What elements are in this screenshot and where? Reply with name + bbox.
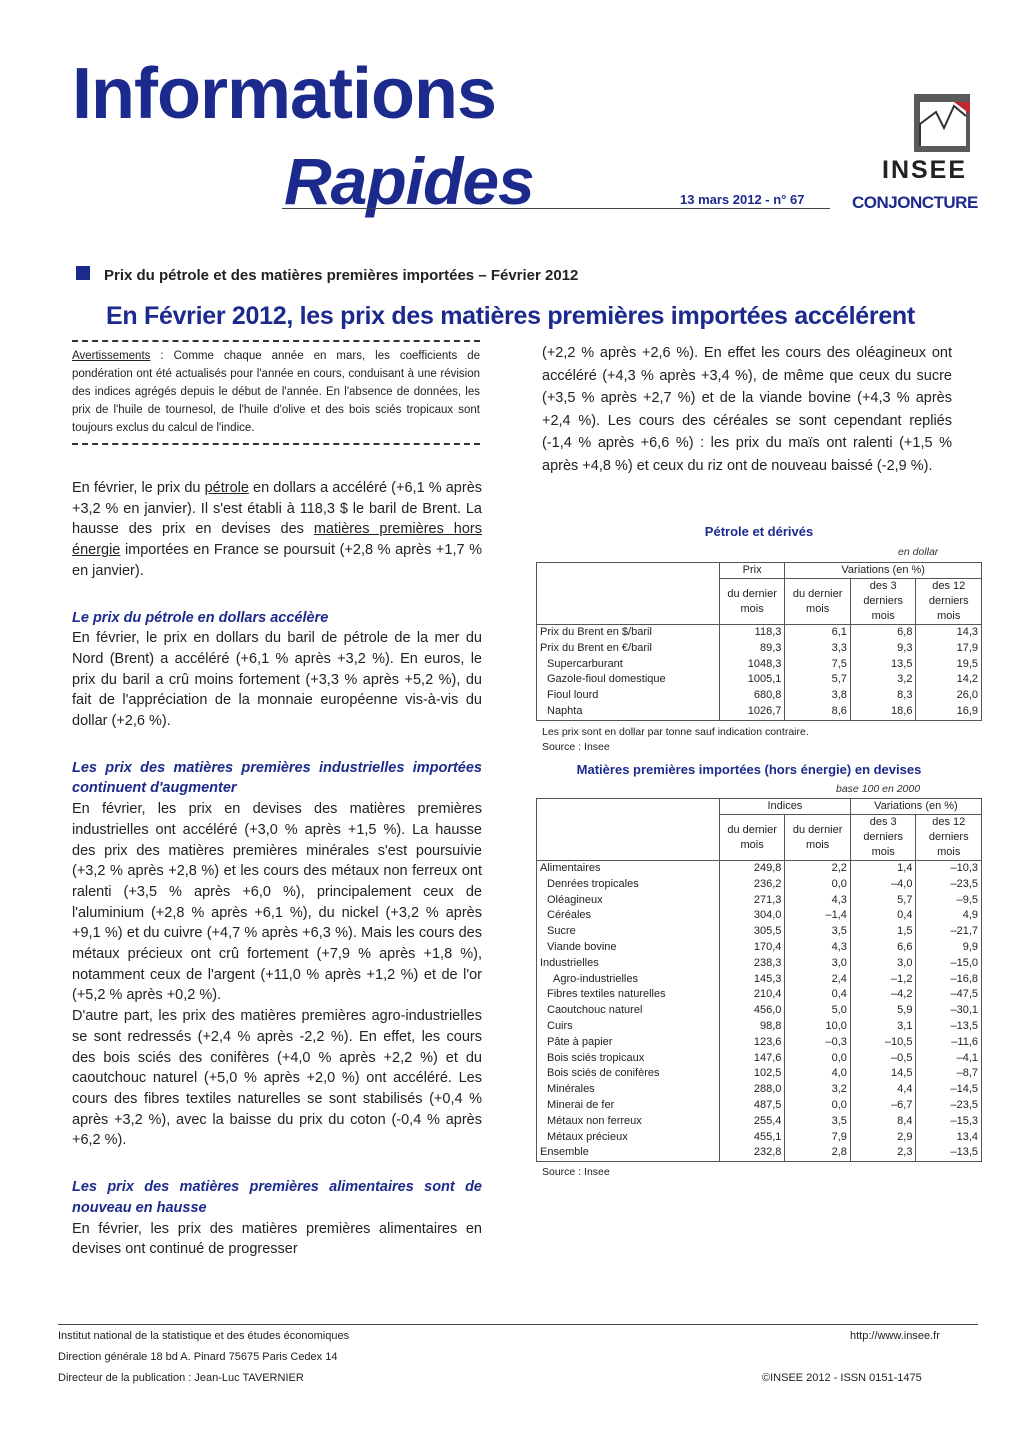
cell-value: 8,6 xyxy=(785,704,851,720)
cell-value: 1026,7 xyxy=(719,704,785,720)
cell-value: –30,1 xyxy=(916,1003,982,1019)
cell-value: 1,5 xyxy=(850,924,916,940)
cell-value: 5,7 xyxy=(785,672,851,688)
cell-value: 2,2 xyxy=(785,861,851,877)
publication-subtitle: Rapides xyxy=(284,144,534,218)
cell-value: 1005,1 xyxy=(719,672,785,688)
row-label: Fioul lourd xyxy=(537,688,720,704)
cell-value: 4,9 xyxy=(916,908,982,924)
intro-paragraph xyxy=(72,478,482,582)
row-label: Agro-industrielles xyxy=(537,972,720,988)
cell-value: 487,5 xyxy=(719,1098,785,1114)
cell-value: 18,6 xyxy=(850,704,916,720)
footer-address: Direction générale 18 bd A. Pinard 75675 Paris Cedex 14 xyxy=(58,1351,338,1363)
table-row xyxy=(537,1130,982,1146)
cell-value: 2,3 xyxy=(850,1145,916,1161)
cell-value: 232,8 xyxy=(719,1145,785,1161)
table-row xyxy=(537,1145,982,1161)
table2-col-header: du dernier mois xyxy=(785,815,851,861)
table2-body xyxy=(537,861,982,1162)
cell-value: –16,8 xyxy=(916,972,982,988)
cell-value: –1,4 xyxy=(785,908,851,924)
cell-value: –0,3 xyxy=(785,1035,851,1051)
headline: En Février 2012, les prix des matières premières importées accélérent xyxy=(106,302,915,330)
left-column xyxy=(72,478,482,1260)
table-row xyxy=(537,641,982,657)
table1-group-variations: Variations (en %) xyxy=(785,563,982,579)
matieres-premieres-link[interactable]: matières premières hors énergie xyxy=(72,521,483,559)
table-row xyxy=(537,1066,982,1082)
cell-value: –0,5 xyxy=(850,1051,916,1067)
cell-value: –4,2 xyxy=(850,987,916,1003)
cell-value: 8,4 xyxy=(850,1114,916,1130)
table1-note: Les prix sont en dollar par tonne sauf indication contraire. xyxy=(542,726,809,738)
row-label: Prix du Brent en $/baril xyxy=(537,625,720,641)
section-1-paragraph: En février, le prix en dollars du baril de pétrole de la mer du Nord (Brent) a accéléré (+6,1 % après +3,2 %). En euros, le prix du baril a crû moins fortement (+3,3 % après +5,2 %), du fait de l'appréciation de la monnaie européenne vis-à-vis du dollar (+2,6 %). xyxy=(72,630,482,730)
right-column-text: (+2,2 % après +2,6 %). En effet les cours des oléagineux ont accéléré (+4,3 % après +3,4 %), de même que ceux du sucre (+3,5 % après +2,7 %) et de la viande bovine (+4,3 % après +2,4 %). Les cours des céréales se sont cependant repliés (-1,4 % après +6,6 %) : les prix du maïs ont ralenti (+1,5 % après +4,8 %) et ceux du riz ont de nouveau baissé (-2,9 %). xyxy=(542,345,952,474)
warning-label: Avertissements xyxy=(72,350,151,362)
cell-value: 271,3 xyxy=(719,893,785,909)
cell-value: 305,5 xyxy=(719,924,785,940)
table-row xyxy=(537,893,982,909)
cell-value: 26,0 xyxy=(916,688,982,704)
table2-col-header: des 3 derniers mois xyxy=(850,815,916,861)
footer-url-link[interactable]: http://www.insee.fr xyxy=(850,1330,940,1342)
table-row xyxy=(537,704,982,720)
row-label: Viande bovine xyxy=(537,940,720,956)
petrole-link[interactable]: pétrole xyxy=(204,480,249,496)
cell-value: 145,3 xyxy=(719,972,785,988)
cell-value: 17,9 xyxy=(916,641,982,657)
table1-group-prix: Prix xyxy=(719,563,785,579)
cell-value: –1,2 xyxy=(850,972,916,988)
cell-value: 3,0 xyxy=(785,956,851,972)
table1-title: Pétrole et dérivés xyxy=(704,524,814,539)
table1-col-header: du dernier mois xyxy=(785,579,851,625)
cell-value: 0,4 xyxy=(785,987,851,1003)
footer-rule xyxy=(58,1324,978,1325)
cell-value: 170,4 xyxy=(719,940,785,956)
cell-value: 455,1 xyxy=(719,1130,785,1146)
table2-group-variations: Variations (en %) xyxy=(850,799,981,815)
table-row xyxy=(537,1019,982,1035)
cell-value: 236,2 xyxy=(719,877,785,893)
cell-value: 14,5 xyxy=(850,1066,916,1082)
cell-value: 5,0 xyxy=(785,1003,851,1019)
warning-box xyxy=(72,340,480,445)
row-label: Alimentaires xyxy=(537,861,720,877)
table2-source: Source : Insee xyxy=(542,1166,610,1178)
insee-logo-icon xyxy=(914,94,970,152)
cell-value: –23,5 xyxy=(916,877,982,893)
table-row xyxy=(537,908,982,924)
cell-value: –15,0 xyxy=(916,956,982,972)
cell-value: 13,4 xyxy=(916,1130,982,1146)
cell-value: 5,7 xyxy=(850,893,916,909)
row-label: Industrielles xyxy=(537,956,720,972)
table2-unit: base 100 en 2000 xyxy=(836,783,921,795)
cell-value: 4,3 xyxy=(785,893,851,909)
cell-value: –15,3 xyxy=(916,1114,982,1130)
cell-value: 456,0 xyxy=(719,1003,785,1019)
cell-value: –13,5 xyxy=(916,1145,982,1161)
cell-value: 147,6 xyxy=(719,1051,785,1067)
cell-value: 0,0 xyxy=(785,1051,851,1067)
table-row xyxy=(537,1035,982,1051)
cell-value: 1048,3 xyxy=(719,657,785,673)
cell-value: –6,7 xyxy=(850,1098,916,1114)
issue-date: 13 mars 2012 - n° 67 xyxy=(680,192,805,207)
table1-col-header: du dernier mois xyxy=(719,579,785,625)
cell-value: 0,0 xyxy=(785,877,851,893)
cell-value: 7,9 xyxy=(785,1130,851,1146)
table-row xyxy=(537,861,982,877)
cell-value: 4,0 xyxy=(785,1066,851,1082)
table-row xyxy=(537,625,982,641)
cell-value: 210,4 xyxy=(719,987,785,1003)
table-row xyxy=(537,1051,982,1067)
cell-value: 89,3 xyxy=(719,641,785,657)
section-2-title: Les prix des matières premières industrielles importées continuent d'augmenter xyxy=(72,759,482,797)
row-label: Oléagineux xyxy=(537,893,720,909)
table1 xyxy=(536,562,982,721)
section-1-title: Le prix du pétrole en dollars accélère xyxy=(72,609,329,626)
table1-corner xyxy=(537,563,720,625)
intro-text-1: En février, le prix du xyxy=(72,480,205,496)
row-label: Minérales xyxy=(537,1082,720,1098)
row-label: Caoutchouc naturel xyxy=(537,1003,720,1019)
cell-value: –13,5 xyxy=(916,1019,982,1035)
table-row xyxy=(537,940,982,956)
cell-value: 102,5 xyxy=(719,1066,785,1082)
section-label: Prix du pétrole et des matières premières importées – Février 2012 xyxy=(104,267,579,284)
cell-value: 123,6 xyxy=(719,1035,785,1051)
cell-value: 6,8 xyxy=(850,625,916,641)
cell-value: 3,5 xyxy=(785,924,851,940)
cell-value: 3,5 xyxy=(785,1114,851,1130)
section-2-paragraph-1: En février, les prix en devises des matières premières industrielles ont accéléré (+3,0 % après +1,5 %). La hausse des prix des matières premières minérales s'est poursuivie (+3,2 % après +2,8 %) et les cours des métaux non ferreux ont ralenti (+3,5 % après +6,0 %), principalement ceux de l'aluminium (+2,8 % après +6,1 %), du nickel (+3,2 % après +9,1 %) et du cuivre (+4,7 % après +6,3 %). Mais les cours des métaux précieux ont crû fortement (+7,9 % après +1,8 %), notamment ceux de l'argent (+11,0 % après +1,2 %) et de l'or (+5,2 % après +0,2 %). xyxy=(72,801,482,1004)
cell-value: 1,4 xyxy=(850,861,916,877)
cell-value: –21,7 xyxy=(916,924,982,940)
table2-col-header: du dernier mois xyxy=(719,815,785,861)
table-row xyxy=(537,956,982,972)
cell-value: 4,4 xyxy=(850,1082,916,1098)
cell-value: –23,5 xyxy=(916,1098,982,1114)
insee-wordmark: INSEE xyxy=(882,156,968,184)
cell-value: 2,8 xyxy=(785,1145,851,1161)
cell-value: 680,8 xyxy=(719,688,785,704)
row-label: Céréales xyxy=(537,908,720,924)
row-label: Gazole-fioul domestique xyxy=(537,672,720,688)
cell-value: 118,3 xyxy=(719,625,785,641)
cell-value: 3,2 xyxy=(785,1082,851,1098)
cell-value: 98,8 xyxy=(719,1019,785,1035)
table-row xyxy=(537,972,982,988)
cell-value: 288,0 xyxy=(719,1082,785,1098)
cell-value: 8,3 xyxy=(850,688,916,704)
cell-value: –14,5 xyxy=(916,1082,982,1098)
row-label: Pâte à papier xyxy=(537,1035,720,1051)
cell-value: 7,5 xyxy=(785,657,851,673)
table-row xyxy=(537,1082,982,1098)
table1-col-header: des 12 derniers mois xyxy=(916,579,982,625)
table-row xyxy=(537,688,982,704)
cell-value: –47,5 xyxy=(916,987,982,1003)
row-label: Métaux précieux xyxy=(537,1130,720,1146)
section-3-title: Les prix des matières premières alimentaires sont de nouveau en hausse xyxy=(72,1179,482,1216)
section-3-paragraph: En février, les prix des matières premières alimentaires en devises ont continué de progresser xyxy=(72,1220,482,1258)
cell-value: –9,5 xyxy=(916,893,982,909)
table-row xyxy=(537,924,982,940)
row-label: Supercarburant xyxy=(537,657,720,673)
cell-value: 3,0 xyxy=(850,956,916,972)
table-row xyxy=(537,672,982,688)
row-label: Bois sciés de conifères xyxy=(537,1066,720,1082)
cell-value: 16,9 xyxy=(916,704,982,720)
table-row xyxy=(537,1114,982,1130)
masthead-rule xyxy=(282,208,830,209)
table1-body xyxy=(537,625,982,721)
cell-value: 19,5 xyxy=(916,657,982,673)
intro-text-3: importées en France se poursuit (+2,8 % après +1,7 % en janvier). xyxy=(72,542,482,579)
table2-title: Matières premières importées (hors énergie) en devises xyxy=(576,762,922,777)
footer-institution: Institut national de la statistique et des études économiques xyxy=(58,1330,350,1342)
table1-unit: en dollar xyxy=(898,546,939,558)
cell-value: –8,7 xyxy=(916,1066,982,1082)
row-label: Bois sciés tropicaux xyxy=(537,1051,720,1067)
cell-value: 14,3 xyxy=(916,625,982,641)
table2-group-indices: Indices xyxy=(719,799,850,815)
publication-title: Informations xyxy=(72,54,497,134)
cell-value: 3,2 xyxy=(850,672,916,688)
warning-text: : Comme chaque année en mars, les coefficients de pondération ont été actualisés pour l'année en cours, conduisant à une révision des indices agrégés depuis le début de l'année. En l'absence de données, les prix de l'huile de tournesol, de l'huile d'olive et des bois sciés tropicaux sont toujours exclus du calcul de l'indice. xyxy=(72,350,480,434)
table-row xyxy=(537,657,982,673)
cell-value: 2,4 xyxy=(785,972,851,988)
table-row xyxy=(537,1098,982,1114)
cell-value: 5,9 xyxy=(850,1003,916,1019)
table2 xyxy=(536,798,982,1162)
cell-value: 6,6 xyxy=(850,940,916,956)
cell-value: 3,8 xyxy=(785,688,851,704)
cell-value: 9,9 xyxy=(916,940,982,956)
row-label: Naphta xyxy=(537,704,720,720)
conjoncture-label: CONJONCTURE xyxy=(852,193,978,212)
row-label: Sucre xyxy=(537,924,720,940)
cell-value: 14,2 xyxy=(916,672,982,688)
cell-value: –11,6 xyxy=(916,1035,982,1051)
row-label: Fibres textiles naturelles xyxy=(537,987,720,1003)
cell-value: 4,3 xyxy=(785,940,851,956)
table-row xyxy=(537,877,982,893)
cell-value: 249,8 xyxy=(719,861,785,877)
cell-value: 2,9 xyxy=(850,1130,916,1146)
row-label: Prix du Brent en €/baril xyxy=(537,641,720,657)
cell-value: 9,3 xyxy=(850,641,916,657)
table1-source: Source : Insee xyxy=(542,741,610,753)
section-bullet-icon xyxy=(76,266,90,280)
cell-value: –4,1 xyxy=(916,1051,982,1067)
cell-value: 3,3 xyxy=(785,641,851,657)
table1-col-header: des 3 derniers mois xyxy=(850,579,916,625)
section-2-paragraph-2: D'autre part, les prix des matières premières agro-industrielles se sont redressés (+2,4 % après -2,2 %). En effet, les cours des bois sciés des conifères (+4,0 % après +2,2 %) et du caoutchouc naturel (+5,0 % après +2,0 %) ont accéléré. Les cours des fibres textiles naturelles se sont stabilisés (+0,4 % après +3,2 %), avec la baisse du prix du coton (-0,4 % après +6,2 %). xyxy=(72,1008,482,1149)
intro-text-2: en dollars a accéléré (+6,1 % après +3,2 % en janvier). Il s'est établi à 118,3 $ le baril de Brent. La hausse des prix en devises des xyxy=(72,480,483,538)
cell-value: 10,0 xyxy=(785,1019,851,1035)
cell-value: –10,5 xyxy=(850,1035,916,1051)
row-label: Denrées tropicales xyxy=(537,877,720,893)
table2-col-header: des 12 derniers mois xyxy=(916,815,982,861)
cell-value: 304,0 xyxy=(719,908,785,924)
cell-value: –4,0 xyxy=(850,877,916,893)
cell-value: 0,0 xyxy=(785,1098,851,1114)
footer-director: Directeur de la publication : Jean-Luc TAVERNIER xyxy=(58,1372,304,1384)
cell-value: 6,1 xyxy=(785,625,851,641)
cell-value: 3,1 xyxy=(850,1019,916,1035)
table-row xyxy=(537,1003,982,1019)
row-label: Minerai de fer xyxy=(537,1098,720,1114)
cell-value: –10,3 xyxy=(916,861,982,877)
table-row xyxy=(537,987,982,1003)
row-label: Cuirs xyxy=(537,1019,720,1035)
row-label: Ensemble xyxy=(537,1145,720,1161)
row-label: Métaux non ferreux xyxy=(537,1114,720,1130)
cell-value: 255,4 xyxy=(719,1114,785,1130)
cell-value: 238,3 xyxy=(719,956,785,972)
cell-value: 13,5 xyxy=(850,657,916,673)
table2-corner xyxy=(537,799,720,861)
cell-value: 0,4 xyxy=(850,908,916,924)
footer-copyright: ©INSEE 2012 - ISSN 0151-1475 xyxy=(762,1372,922,1384)
